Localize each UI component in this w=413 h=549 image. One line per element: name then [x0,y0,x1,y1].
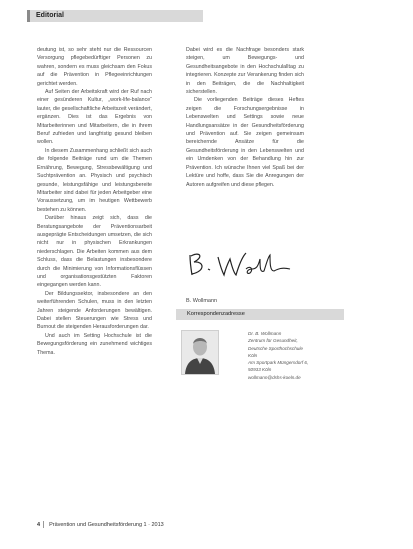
paragraph: Auf Seiten der Arbeitskraft wird der Ruf nach einer gesünderen Kultur, „work-life-balance“ lauter, die gesellschaftliche Arbeitszeit verändert, ergänzen. Dies ist das Ergebnis von Mitarbeiterinnen und Mitarbeitern, die in ihrem Beruf zufrieden und langfristig gesund bleiben wollen. [37,89,152,146]
contact-line: Deutsche Sporthochschule [248,345,303,351]
paragraph: Die vorliegenden Beiträge dieses Heftes zeigen die Forschungsergebnisse in Lebenswelten und Settings sowie neue Handlungsansätze in der Gesundheitsförderung und Prävention auf. Sie zeigen gemeinsam bereichernde Ansätze für die Gesundheitsförderung in den Lebenswelten und ein Umdenken von der Behandlung hin zur Prävention. Ich wünsche Ihnen viel Spaß bei der Lektüre und hoffe, dass Sie die Anregungen der Autoren aufgreifen und diese pflegen. [186,97,304,188]
article-column-left [37,46,152,357]
paragraph: In diesem Zusammenhang schließt sich auch die folgende Beiträge rund um die Themen Ernährung, Bewegung, Stressbewältigung und Suchtprävention an. Physisch und psychisch gesunde, leistungsfähige und leistungsbereite Mitarbeiter sind dabei für jeden Arbeitgeber eine Voraussetzung, um im heutigen Wettbewerb bestehen zu können. [37,147,152,213]
paragraph: Der Bildungssektor, insbesondere an den weiterführenden Schulen, muss in den letzten Jahren steigende Anforderungen bewältigen. Dabei stellen Steuerungen wie Stress und Burnout die steigenden Herausforderungen dar. [37,290,152,331]
journal-name: Prävention und Gesundheitsförderung 1 · 2013 [49,521,164,528]
contact-line: Dr. B. Wollmann [248,331,282,336]
contact-line: Köln [248,352,258,358]
paragraph: Und auch im Setting Hochschule ist die Bewegungsförderung ein zunehmend wichtiges Thema. [37,332,152,356]
contact-line: Am Sportpark Müngersdorf 6, [248,360,309,366]
paragraph: deutung ist, so sehr steht nur die Ressourcen Versorgung pflegebedürftiger Personen zu wahren, sondern es muss gleichsam den Fokus auf die Prävention in Pflegeeinrichtungen gerichtet werden. [37,47,152,87]
article-column-right [186,46,304,189]
author-name: B. Wollmann [186,298,218,304]
contact-address [248,330,308,381]
page-number: 4 [37,521,41,528]
author-photo [181,330,219,375]
paragraph: Dabei wird es die Nachfrage besonders stark steigen, um Bewegungs- und Gesundheitsangebote in den Hochschulalltag zu integrieren. Konzepte zur Verankerung finden sich in den Beiträgen, die die Nachhaltigkeit sicherstellen. [186,47,304,96]
section-tag: Editorial [27,10,203,22]
person-photo-icon [182,331,218,374]
signature-image [186,247,306,283]
page-footer [37,521,164,528]
footer-divider [43,521,44,528]
contact-heading: Korrespondenzadresse [176,309,344,320]
paragraph: Darüber hinaus zeigt sich, dass die Beratungsangebote der Präventionsarbeit ausgeprägte Entscheidungen umsetzen, die sich nicht nur in physischen Erkrankungen niederschlagen. Die Arbeiten kommen aus dem Schluss, dass die Belastungen insbesondere durch die Minimierung von Informationsflüssen und organisationsgestützten Faktoren eingegangen werden kann. [37,215,152,289]
contact-line: Zentrum für Gesundheit, [248,338,298,344]
contact-line: 50933 Köln [248,367,272,373]
contact-email: wollmann@dshs-koeln.de [248,374,301,380]
